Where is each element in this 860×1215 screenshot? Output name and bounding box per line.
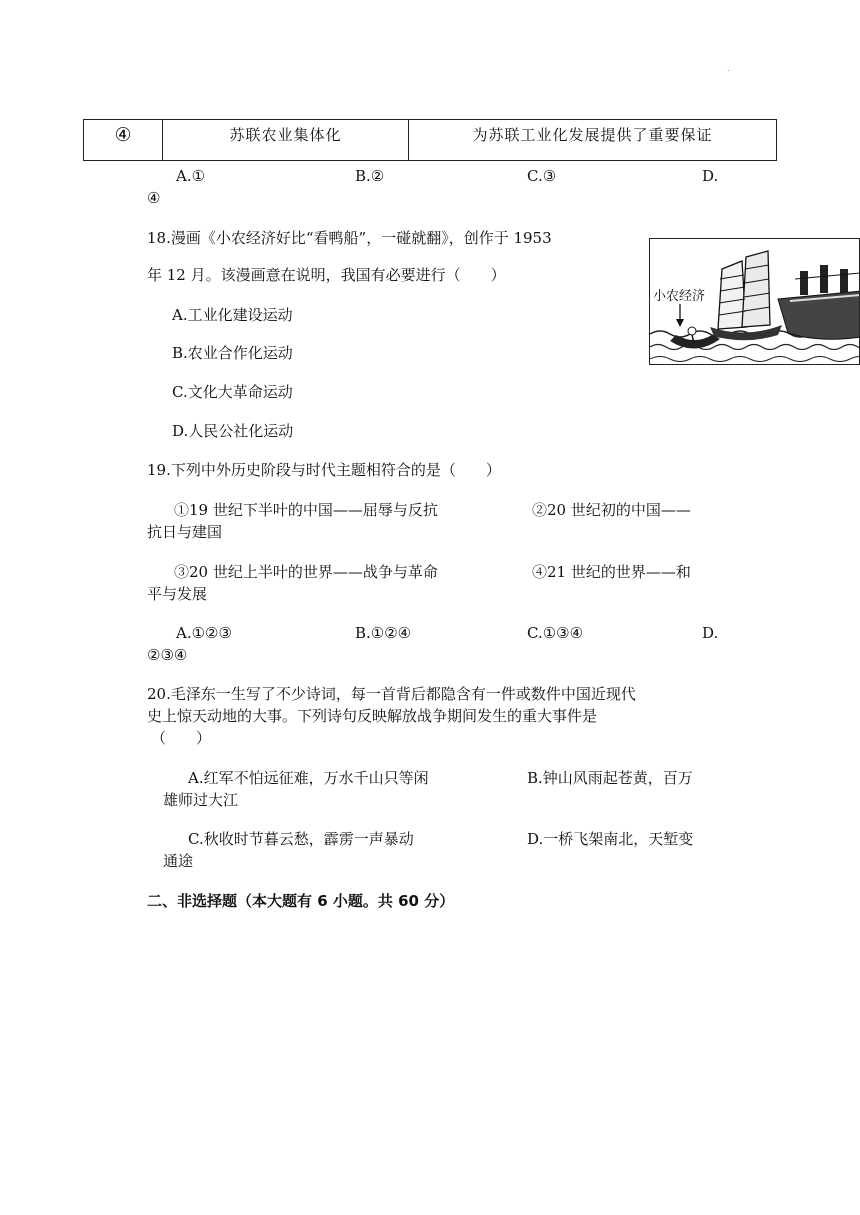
- table-cell-number: ④: [84, 120, 163, 160]
- q18-option-a: A.工业化建设运动: [172, 306, 293, 324]
- q17-option-d: D.: [702, 167, 719, 185]
- q19-option-c: C.①③④: [527, 624, 584, 642]
- q20-option-b: B.钟山风雨起苍黄，百万: [527, 769, 693, 787]
- q18-stem-line2: 年 12 月。该漫画意在说明，我国有必要进行（ ）: [147, 266, 506, 284]
- q17-option-b: B.②: [355, 167, 385, 185]
- q20-option-b-wrap: 雄师过大江: [163, 791, 239, 809]
- q19-option-b: B.①②④: [355, 624, 412, 642]
- q18-stem-line1: 18.漫画《小农经济好比“看鸭船”，一碰就翻》，创作于 1953: [147, 229, 552, 247]
- q17-option-c: C.③: [527, 167, 557, 185]
- q19-item-4-wrap: 平与发展: [147, 585, 208, 603]
- q20-stem-line1: 20.毛泽东一生写了不少诗词，每一首背后都隐含有一件或数件中国近现代: [147, 685, 636, 703]
- section-title: 二、非选择题（本大题有 6 小题。共 60 分）: [147, 892, 455, 910]
- q18-option-b: B.农业合作化运动: [172, 344, 293, 362]
- table-row: [83, 119, 777, 161]
- q18-option-c: C.文化大革命运动: [172, 383, 293, 401]
- q19-stem: 19.下列中外历史阶段与时代主题相符合的是（ ）: [147, 461, 501, 479]
- q19-item-1: ①19 世纪下半叶的中国——屈辱与反抗: [174, 501, 438, 519]
- table-cell-item: 苏联农业集体化: [163, 120, 409, 160]
- header-dot: .: [727, 64, 730, 73]
- table-cell-effect: 为苏联工业化发展提供了重要保证: [472, 126, 713, 144]
- q20-stem-line2: 史上惊天动地的大事。下列诗句反映解放战争期间发生的重大事件是: [147, 707, 598, 725]
- q19-option-d: D.: [702, 624, 719, 642]
- q20-option-d-wrap: 通途: [163, 852, 194, 870]
- q19-item-2-wrap: 抗日与建国: [147, 523, 223, 541]
- q19-item-4: ④21 世纪的世界——和: [532, 563, 691, 581]
- q19-item-3: ③20 世纪上半叶的世界——战争与革命: [174, 563, 438, 581]
- q19-option-d-wrap: ②③④: [147, 646, 188, 664]
- q17-option-d-wrap: ④: [147, 189, 161, 207]
- q20-stem-line3: （ ）: [151, 729, 212, 747]
- q19-option-a: A.①②③: [176, 624, 232, 642]
- cartoon-image: [649, 238, 860, 365]
- q20-option-c: C.秋收时节暮云愁，霹雳一声暴动: [188, 830, 414, 848]
- q19-item-2: ②20 世纪初的中国——: [532, 501, 691, 519]
- q17-option-a: A.①: [176, 167, 206, 185]
- q20-option-d: D.一桥飞架南北，天堑变: [527, 830, 694, 848]
- cartoon-label: 小农经济: [653, 285, 705, 304]
- q20-option-a: A.红军不怕远征难，万水千山只等闲: [188, 769, 429, 787]
- q18-option-d: D.人民公社化运动: [172, 422, 294, 440]
